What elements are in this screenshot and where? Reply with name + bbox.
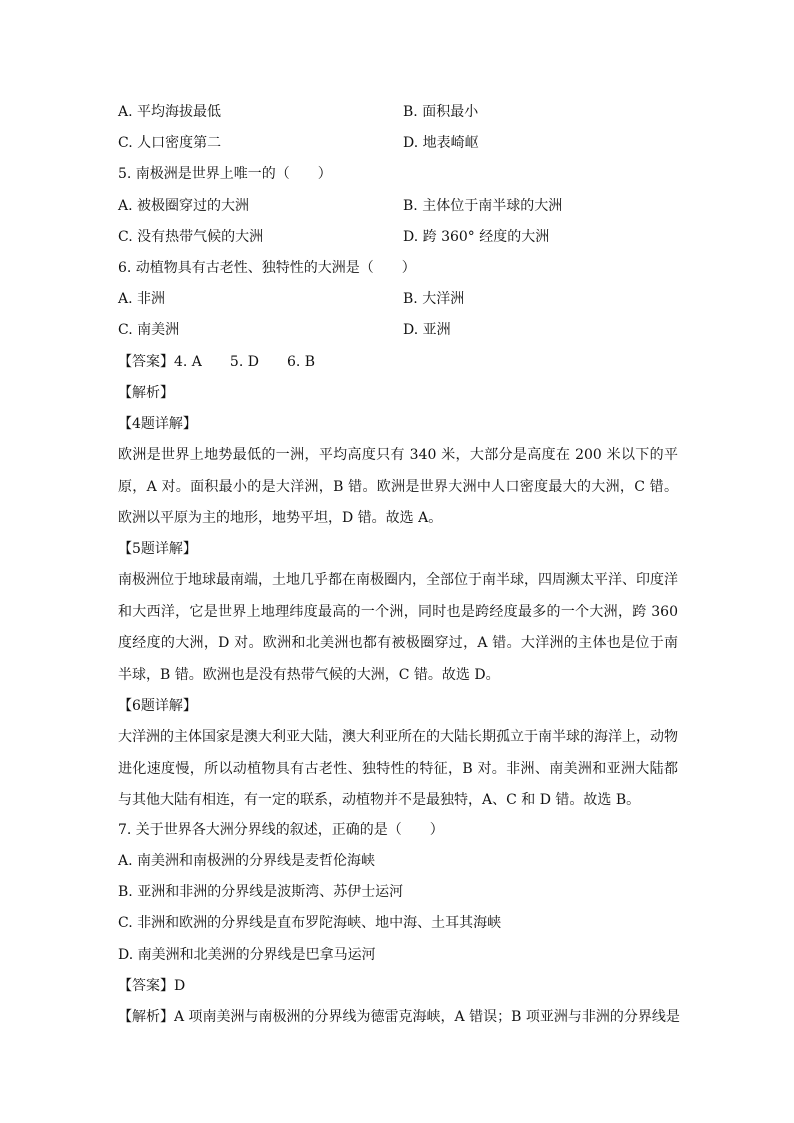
q7-option-d: D. 南美洲和北美洲的分界线是巴拿马运河: [118, 947, 376, 963]
q4-detail-heading: 【4题详解】: [118, 416, 197, 432]
q5-option-a: A. 被极圈穿过的大洲: [118, 198, 250, 214]
q4-option-b: B. 面积最小: [403, 104, 479, 120]
q5-option-c: C. 没有热带气候的大洲: [118, 229, 264, 245]
q6-stem: 6. 动植物具有古老性、独特性的大洲是（ ）: [118, 260, 416, 276]
q7-analysis: 【解析】A 项南美洲与南极洲的分界线为德雷克海峡，A 错误；B 项亚洲与非洲的分界线是: [118, 1009, 680, 1025]
q5-detail-text: 南极洲位于地球最南端，土地几乎都在南极圈内，全部位于南半球，四周濒太平洋、印度洋和大西洋，它是世界上地理纬度最高的一个洲，同时也是跨经度最多的一个大洲，跨 360 度经度的大洲，D 对。欧洲和北美洲也都有被极圈穿过，A 错。大洋洲的主体也是位于南半球，B 错。欧洲也是没有热带气候的大洲，C 错。故选 D。: [118, 572, 678, 683]
q4-detail-text: 欧洲是世界上地势最低的一洲，平均高度只有 340 米，大部分是高度在 200 米以下的平原，A 对。面积最小的是大洋洲，B 错。欧洲是世界大洲中人口密度最大的大洲，C 错。欧洲以平原为主的地形，地势平坦，D 错。故选 A。: [118, 447, 678, 526]
q5-detail-heading: 【5题详解】: [118, 541, 197, 557]
answer-line: 【答案】4. A 5. D 6. B: [118, 354, 316, 370]
q5-stem: 5. 南极洲是世界上唯一的（ ）: [118, 166, 332, 182]
q6-option-c: C. 南美洲: [118, 322, 180, 338]
q6-option-a: A. 非洲: [118, 291, 166, 307]
q7-option-b: B. 亚洲和非洲的分界线是波斯湾、苏伊士运河: [118, 884, 404, 900]
q5-option-d: D. 跨 360° 经度的大洲: [403, 229, 550, 245]
q7-option-c: C. 非洲和欧洲的分界线是直布罗陀海峡、地中海、土耳其海峡: [118, 915, 502, 931]
analysis-heading: 【解析】: [118, 385, 174, 401]
q6-detail-heading: 【6题详解】: [118, 698, 197, 714]
q4-option-a: A. 平均海拔最低: [118, 104, 222, 120]
q6-option-b: B. 大洋洲: [403, 291, 465, 307]
q7-stem: 7. 关于世界各大洲分界线的叙述，正确的是（ ）: [118, 822, 444, 838]
q6-option-d: D. 亚洲: [403, 322, 451, 338]
q6-detail-text: 大洋洲的主体国家是澳大利亚大陆，澳大利亚所在的大陆长期孤立于南半球的海洋上，动物进化速度慢，所以动植物具有古老性、独特性的特征，B 对。非洲、南美洲和亚洲大陆都与其他大陆有相连，有一定的联系，动植物并不是最独特，A、C 和 D 错。故选 B。: [118, 729, 678, 808]
q4-option-d: D. 地表崎岖: [403, 135, 479, 151]
q4-option-c: C. 人口密度第二: [118, 135, 222, 151]
q5-option-b: B. 主体位于南半球的大洲: [403, 198, 563, 214]
q7-answer: 【答案】D: [118, 978, 186, 994]
q7-option-a: A. 南美洲和南极洲的分界线是麦哲伦海峡: [118, 853, 376, 869]
